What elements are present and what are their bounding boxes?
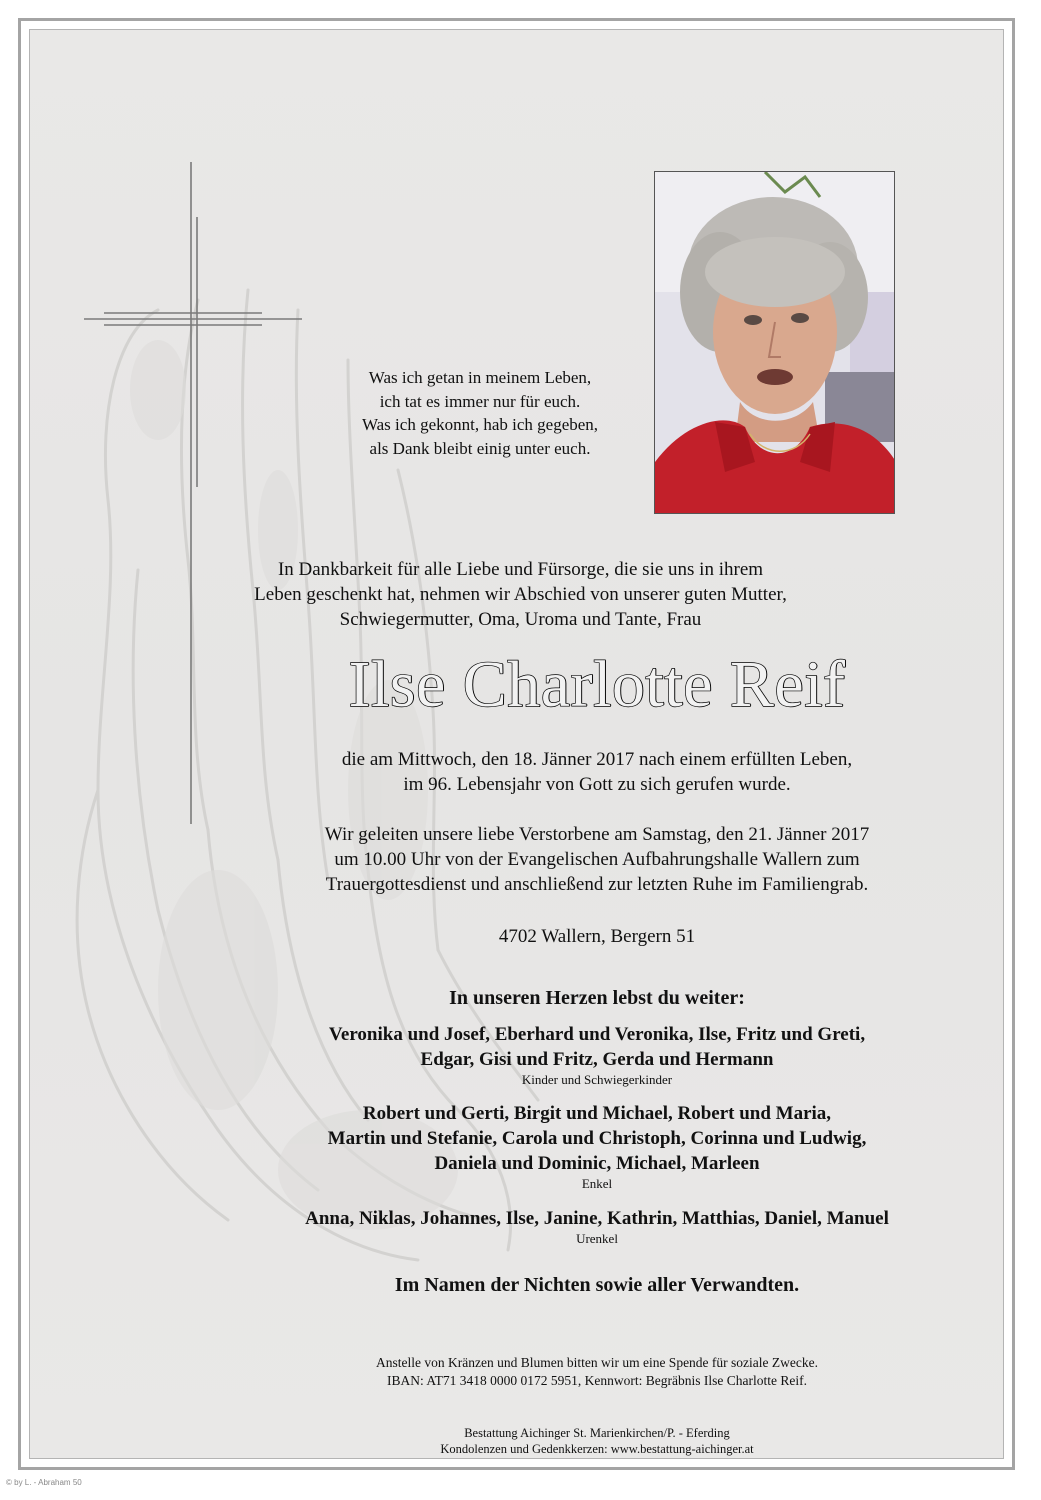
portrait-photo xyxy=(654,171,895,514)
donation-line: IBAN: AT71 3418 0000 0172 5951, Kennwort: Begräbnis Ilse Charlotte Reif. xyxy=(387,1373,807,1388)
family-line: Anna, Niklas, Johannes, Ilse, Janine, Kathrin, Matthias, Daniel, Manuel xyxy=(305,1208,889,1229)
intro-line: Schwiegermutter, Oma, Uroma und Tante, Frau xyxy=(339,609,702,630)
family-line: Robert und Gerti, Birgit und Michael, Robert und Maria, xyxy=(362,1103,832,1124)
mourners-heading xyxy=(0,985,1041,1011)
verse-line: ich tat es immer nur für euch. xyxy=(379,391,581,411)
intro-line: Leben geschenkt hat, nehmen wir Abschied von unserer guten Mutter, xyxy=(254,584,787,605)
verse-line: Was ich getan in meinem Leben, xyxy=(368,368,592,387)
address-line: 4702 Wallern, Bergern 51 xyxy=(498,926,696,947)
footer-line: Kondolenzen und Gedenkkerzen: www.bestattung-aichinger.at xyxy=(440,1442,754,1456)
intro-line: In Dankbarkeit für alle Liebe und Fürsorge, die sie uns in ihrem xyxy=(277,559,764,580)
closing-text: Im Namen der Nichten sowie aller Verwandten. xyxy=(394,1274,800,1296)
family-group-grandchildren xyxy=(0,1101,1041,1192)
family-line: Daniela und Dominic, Michael, Marleen xyxy=(434,1153,760,1174)
family-line: Edgar, Gisi und Fritz, Gerda und Hermann xyxy=(420,1049,774,1070)
verse-line: als Dank bleibt einig unter euch. xyxy=(369,438,591,458)
family-group-great-grandchildren xyxy=(0,1206,1041,1247)
death-notice xyxy=(0,747,1041,797)
death-line: die am Mittwoch, den 18. Jänner 2017 nach einem erfüllten Leben, xyxy=(341,749,853,770)
family-group-label: Kinder und Schwiegerkinder xyxy=(521,1072,673,1087)
family-group-children xyxy=(0,1022,1041,1088)
copyright-note: © by L. - Abraham 50 xyxy=(6,1478,82,1487)
death-line: im 96. Lebensjahr von Gott zu sich gerufen wurde. xyxy=(403,774,791,795)
funeral-line: Wir geleiten unsere liebe Verstorbene am Samstag, den 21. Jänner 2017 xyxy=(324,824,870,845)
deceased-name-text: Ilse Charlotte Reif xyxy=(348,648,846,721)
family-group-label: Urenkel xyxy=(576,1231,618,1246)
family-group-label: Enkel xyxy=(581,1176,613,1191)
donation-line: Anstelle von Kränzen und Blumen bitten wir um eine Spende für soziale Zwecke. xyxy=(376,1355,818,1370)
verse-line: Was ich gekonnt, hab ich gegeben, xyxy=(361,415,599,434)
family-line: Veronika und Josef, Eberhard und Veronika, Ilse, Fritz und Greti, xyxy=(328,1024,866,1045)
family-line: Martin und Stefanie, Carola und Christoph, Corinna und Ludwig, xyxy=(327,1128,867,1149)
address xyxy=(0,924,1041,949)
intro-text xyxy=(0,557,1041,632)
funeral-line: um 10.00 Uhr von der Evangelischen Aufbahrungshalle Wallern zum xyxy=(334,849,860,870)
deceased-name xyxy=(0,645,1041,725)
closing-line xyxy=(0,1272,1041,1298)
funeral-home-footer xyxy=(0,1425,1041,1457)
funeral-info xyxy=(0,822,1041,897)
mourners-heading-text: In unseren Herzen lebst du weiter: xyxy=(449,987,745,1009)
memorial-verse xyxy=(330,366,630,460)
funeral-line: Trauergottesdienst und anschließend zur letzten Ruhe im Familiengrab. xyxy=(325,874,869,895)
footer-line: Bestattung Aichinger St. Marienkirchen/P. - Eferding xyxy=(464,1426,730,1440)
donation-note xyxy=(0,1354,1041,1390)
